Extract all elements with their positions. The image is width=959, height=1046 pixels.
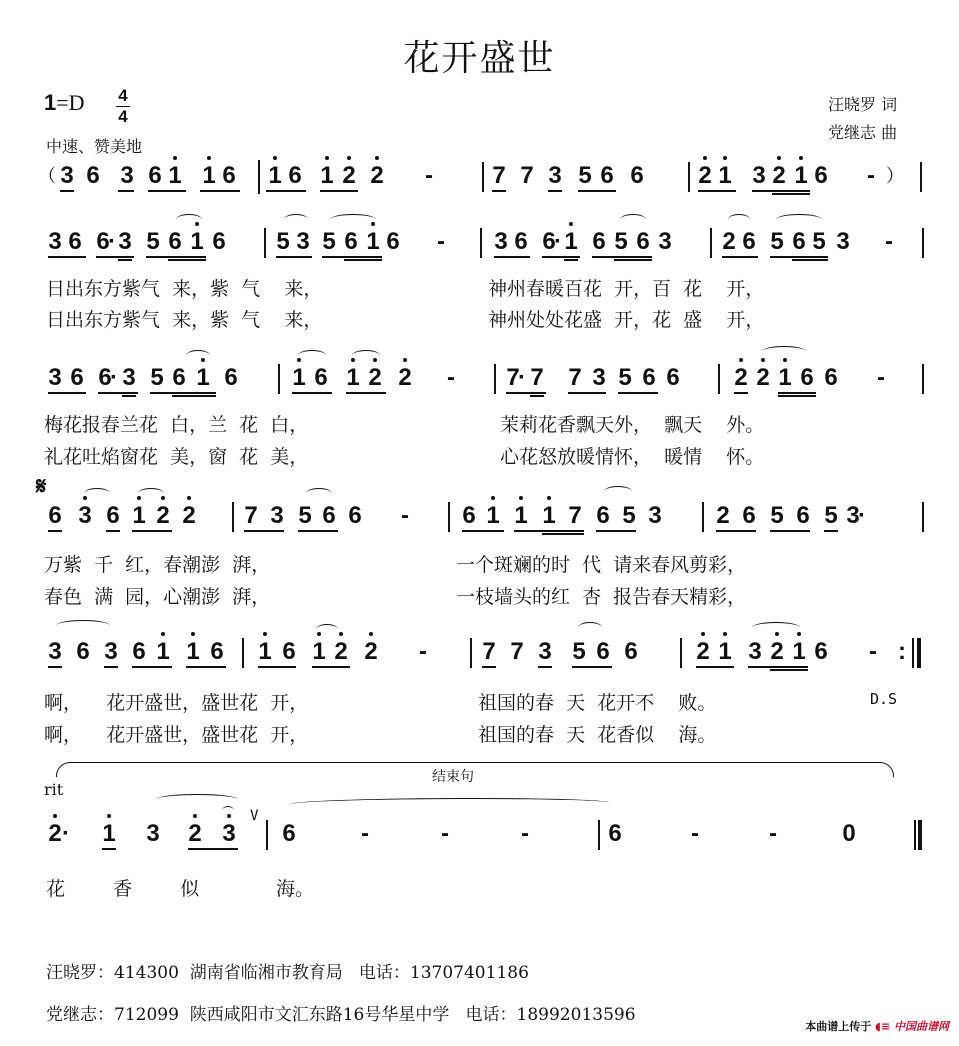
note: 5: [622, 502, 636, 529]
note: 3: [146, 820, 160, 847]
lyric-verse-1: 啊， 花开盛世，盛世花 开，: [44, 692, 309, 714]
contact-lyricist: 汪晓罗：414300 湖南省临湘市教育局 电话：13707401186: [46, 963, 529, 983]
note: 6: [70, 364, 84, 391]
note: 3: [648, 502, 662, 529]
note: 5: [150, 364, 164, 391]
barline: [242, 638, 244, 668]
barline: [494, 364, 496, 394]
barline: [470, 638, 472, 668]
note: 5: [770, 228, 784, 255]
slur: [620, 214, 646, 225]
watermark-prefix: 本曲谱上传于: [805, 1020, 872, 1033]
note: 3: [494, 228, 508, 255]
barline: [278, 364, 280, 394]
barline: [264, 228, 266, 258]
note: 2: [340, 162, 358, 190]
note: 6: [624, 638, 638, 665]
rit-marking: rit: [44, 780, 64, 799]
note: 3: [548, 162, 562, 189]
slur: [298, 350, 326, 361]
paren-close: ）: [886, 166, 904, 186]
note: 6: [630, 162, 644, 189]
breath-mark: V: [250, 808, 259, 824]
note: 6: [98, 364, 112, 391]
lyricist-credit: 汪晓罗 词: [828, 95, 898, 114]
note: 3: [296, 228, 310, 255]
lyric-ending: 花 香 似: [46, 878, 200, 900]
lyric-verse-1: 一个斑斓的时 代 请来春风剪彩，: [456, 554, 747, 576]
dot-note: ·: [62, 820, 70, 847]
end-repeat-barline-thick: [917, 638, 921, 668]
note: 2: [396, 364, 414, 392]
score-line-6: [0, 808, 959, 860]
note: 2: [694, 638, 712, 666]
note: 1: [130, 502, 148, 530]
note: 2: [332, 638, 350, 666]
barline: [922, 502, 924, 532]
note: 6: [288, 162, 302, 189]
final-barline-thin: [914, 820, 916, 850]
note: 6: [600, 162, 614, 189]
dash: -: [401, 502, 409, 529]
note: 3: [538, 638, 552, 665]
slur: [186, 350, 210, 361]
note: 5: [578, 162, 592, 189]
dot-note: ·: [554, 228, 562, 255]
time-sig-top: 4: [118, 86, 128, 105]
dash: -: [521, 820, 529, 847]
page-title: 花开盛世: [403, 38, 556, 79]
site-logo-icon: ◖≡: [875, 1020, 891, 1033]
watermark-site[interactable]: 中国曲谱网: [894, 1020, 949, 1033]
note: 6: [824, 364, 838, 391]
lyric-verse-2: 啊， 花开盛世，盛世花 开，: [44, 724, 309, 746]
note: 7: [506, 364, 520, 391]
note: 6: [796, 502, 810, 529]
note: 6: [596, 638, 610, 665]
note: 3: [658, 228, 672, 255]
note: 1: [512, 502, 530, 530]
note: 5: [572, 638, 586, 665]
barline: [448, 502, 450, 532]
note: 6: [666, 364, 680, 391]
note: 3: [48, 638, 62, 665]
score-line-4: [0, 502, 959, 542]
note: 1: [200, 162, 218, 190]
note: 6: [642, 364, 656, 391]
note: 6: [212, 228, 226, 255]
note: 6: [168, 228, 182, 255]
lyric-verse-1: 祖国的春 天 花开不 败。: [478, 692, 717, 714]
barline: [232, 502, 234, 532]
note: 7: [510, 638, 524, 665]
score-line-5: [0, 638, 959, 678]
note: 3: [118, 228, 132, 255]
note: 6: [322, 502, 336, 529]
slur: [604, 486, 632, 497]
lyric-verse-2: 祖国的春 天 花香似 海。: [478, 724, 717, 746]
barline: [482, 162, 484, 192]
dot-note: ·: [110, 364, 118, 391]
note: 2: [716, 502, 730, 529]
dash: -: [691, 820, 699, 847]
barline: [258, 160, 260, 194]
note: 1: [484, 502, 502, 530]
end-repeat-barline: [912, 638, 914, 668]
slur: [156, 794, 238, 805]
score-line-1: [0, 162, 959, 202]
note: 6: [222, 162, 236, 189]
note: 6: [348, 502, 362, 529]
note: 6: [542, 228, 556, 255]
note: 2: [696, 162, 714, 190]
tempo-marking: 中速、赞美地: [46, 137, 143, 156]
lyric-verse-1: 日出东方紫气 来，紫 气 来，: [46, 278, 323, 300]
note: 6: [314, 364, 328, 391]
note: 2: [768, 638, 786, 666]
slur: [56, 620, 110, 631]
note: 2: [732, 364, 750, 392]
note: 3: [846, 502, 860, 529]
note: 1: [790, 638, 808, 666]
note: 3: [76, 502, 94, 530]
contact-composer: 党继志：712099 陕西咸阳市文汇东路16号华星中学 电话：18992013596: [46, 1005, 636, 1025]
slur: [578, 622, 602, 633]
lyric-verse-2: 春色 满 园，心潮澎 湃，: [44, 586, 271, 608]
note: 6: [148, 162, 162, 189]
note: 5: [770, 502, 784, 529]
dash: -: [361, 820, 369, 847]
note: 1: [776, 364, 794, 392]
dot-note: ·: [858, 502, 866, 529]
note: 7: [530, 364, 544, 391]
note: 1: [310, 638, 328, 666]
ending-label: 结束句: [432, 769, 474, 785]
time-signature: [116, 87, 130, 126]
note: 6: [608, 820, 622, 847]
note: 6: [792, 228, 806, 255]
note: 5: [824, 502, 838, 529]
note: 1: [166, 162, 184, 190]
note: 6: [814, 638, 828, 665]
score-line-3: [0, 364, 959, 404]
slur: [84, 488, 110, 499]
note: 6: [814, 162, 828, 189]
barline: [920, 162, 922, 192]
lyric-verse-2: 一枝墙头的红 杏 报告春天精彩，: [456, 586, 747, 608]
note: 6: [742, 502, 756, 529]
note: 2: [368, 162, 386, 190]
note: 7: [568, 502, 582, 529]
key-tonic: 1: [44, 90, 57, 115]
note: 7: [492, 162, 506, 189]
note: 2: [770, 162, 788, 190]
note: 6: [282, 638, 296, 665]
note: 1: [562, 228, 580, 256]
dal-segno: D.S: [870, 690, 898, 708]
barline: [702, 502, 704, 532]
lyric-verse-2: 神州处处花盛 开，花 盛 开，: [488, 309, 765, 331]
note: 6: [636, 228, 650, 255]
note: 1: [344, 364, 362, 392]
time-sig-bottom: 4: [118, 107, 128, 126]
dot-note: ·: [108, 228, 116, 255]
note: 6: [592, 228, 606, 255]
lyric-verse-2: 礼花吐焰窗花 美，窗 花 美，: [44, 446, 309, 468]
note: 1: [364, 228, 382, 256]
note: 6: [742, 228, 756, 255]
note: 6: [86, 162, 100, 189]
note: 6: [106, 502, 120, 529]
note: 3: [752, 162, 766, 189]
barline: [680, 638, 682, 668]
note: 5: [614, 228, 628, 255]
note: 3: [48, 228, 62, 255]
dash: -: [869, 638, 877, 665]
barline: [710, 228, 712, 258]
key-signature: [44, 90, 85, 116]
note: 3: [122, 364, 136, 391]
note: 6: [172, 364, 186, 391]
note: 5: [146, 228, 160, 255]
note: 7: [244, 502, 258, 529]
composer-credit: 党继志 曲: [828, 123, 898, 142]
note: 1: [194, 364, 212, 392]
note: 6: [210, 638, 224, 665]
barline: [922, 228, 924, 258]
dot-note: ·: [518, 364, 526, 391]
watermark: [805, 1018, 949, 1034]
slur: [306, 488, 332, 499]
slur: [284, 214, 308, 225]
note: 6: [76, 638, 90, 665]
note: 2: [186, 820, 204, 848]
dash: -: [867, 162, 875, 189]
note: 2: [362, 638, 380, 666]
note: 5: [322, 228, 336, 255]
note: 6: [800, 364, 814, 391]
dash: -: [877, 364, 885, 391]
note: 3: [748, 638, 762, 665]
note: 5: [276, 228, 290, 255]
note: 3: [220, 820, 238, 848]
note: 3: [270, 502, 284, 529]
note: 6: [68, 228, 82, 255]
note: 2: [46, 820, 64, 848]
segno-sign: 𝄋: [36, 472, 47, 500]
note: 6: [514, 228, 528, 255]
note: 5: [298, 502, 312, 529]
note: 6: [48, 502, 62, 529]
note: 6: [386, 228, 400, 255]
note: 1: [188, 228, 206, 256]
ending-bracket: [56, 762, 894, 777]
note: 6: [224, 364, 238, 391]
dash: -: [437, 228, 445, 255]
dash: -: [447, 364, 455, 391]
dash: -: [419, 638, 427, 665]
note: 6: [344, 228, 358, 255]
barline: [688, 162, 690, 192]
note: 6: [282, 820, 296, 847]
note: 6: [462, 502, 476, 529]
barline: [718, 364, 720, 394]
dash: -: [441, 820, 449, 847]
note: 1: [290, 364, 308, 392]
note: 1: [716, 162, 734, 190]
note: 5: [618, 364, 632, 391]
rest: 0: [842, 820, 856, 847]
note: 1: [318, 162, 336, 190]
lyric-verse-2: 日出东方紫气 来，紫 气 来，: [46, 309, 323, 331]
note: 7: [568, 364, 582, 391]
note: 7: [482, 638, 496, 665]
note: 3: [104, 638, 118, 665]
lyric-ending: 海。: [276, 878, 315, 900]
note: 6: [596, 502, 610, 529]
dash: -: [885, 228, 893, 255]
slur: [776, 214, 822, 225]
barline: [266, 820, 268, 850]
lyric-verse-1: 茉莉花香飘天外， 飘天 外。: [500, 414, 765, 436]
note: 1: [154, 638, 172, 666]
note: 1: [266, 162, 284, 190]
note: 1: [100, 820, 118, 848]
note: 6: [96, 228, 110, 255]
slur: [330, 214, 376, 225]
note: 2: [180, 502, 198, 530]
note: 2: [154, 502, 172, 530]
note: 3: [60, 162, 74, 189]
score-line-2: [0, 228, 959, 268]
paren-open: （: [38, 166, 56, 186]
lyric-verse-1: 神州春暖百花 开，百 花 开，: [488, 278, 765, 300]
note: 5: [812, 228, 826, 255]
key-name: =D: [56, 90, 85, 115]
note: 3: [48, 364, 62, 391]
note: 1: [256, 638, 274, 666]
note: 2: [754, 364, 772, 392]
note: 1: [184, 638, 202, 666]
barline: [480, 228, 482, 258]
slur: [762, 346, 806, 357]
barline: [598, 820, 600, 850]
note: 1: [540, 502, 558, 530]
barline: [922, 364, 924, 394]
lyric-verse-1: 梅花报春兰花 白，兰 花 白，: [44, 414, 309, 436]
note: 3: [592, 364, 606, 391]
note: 3: [836, 228, 850, 255]
slur: [728, 214, 750, 225]
lyric-verse-1: 万紫 千 红，春潮澎 湃，: [44, 554, 271, 576]
dash: -: [769, 820, 777, 847]
final-barline-thick: [918, 820, 922, 850]
note: 6: [132, 638, 146, 665]
note: 7: [520, 162, 534, 189]
tie: [290, 798, 610, 809]
note: 1: [716, 638, 734, 666]
repeat-dots: :: [898, 638, 906, 665]
note: 2: [722, 228, 736, 255]
note: 2: [366, 364, 384, 392]
note: 3: [120, 162, 134, 189]
dash: -: [425, 162, 433, 189]
note: 1: [792, 162, 810, 190]
lyric-verse-2: 心花怒放暖情怀， 暖情 怀。: [500, 446, 765, 468]
